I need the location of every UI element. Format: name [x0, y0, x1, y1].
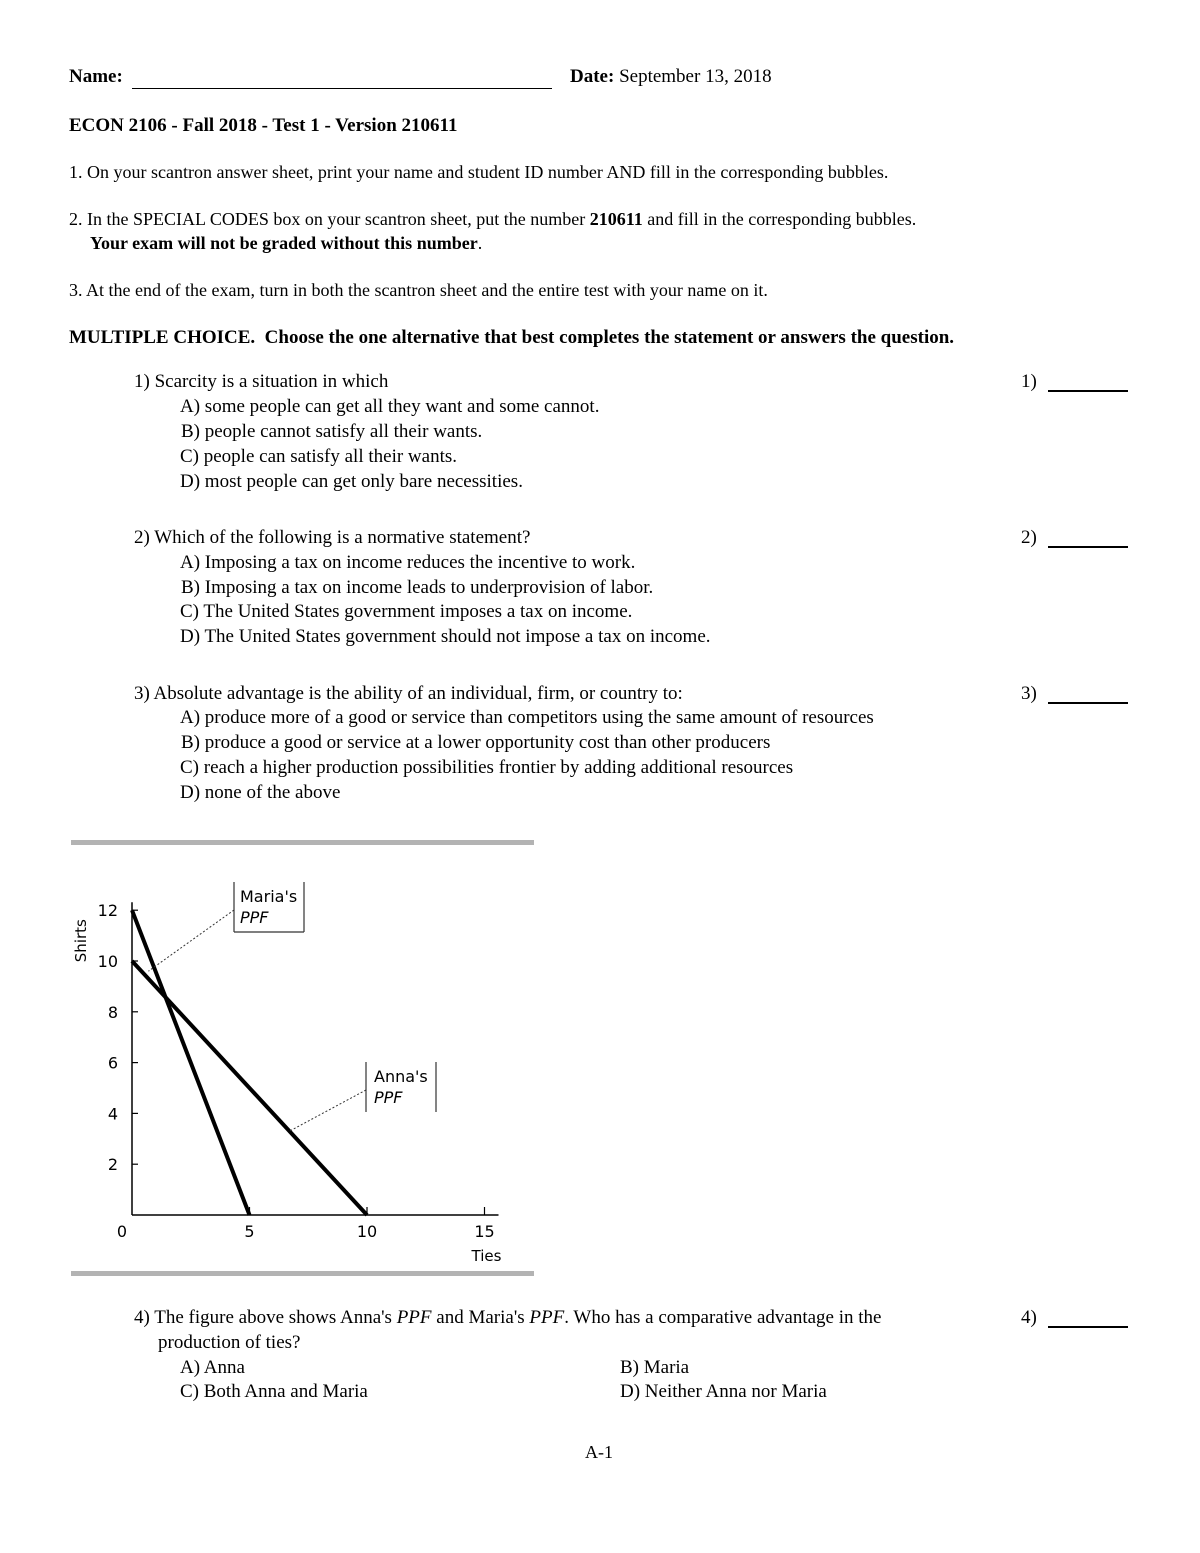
- question-3-answer-blank[interactable]: [1048, 686, 1128, 704]
- instruction-3: 3. At the end of the exam, turn in both the scantron sheet and the entire test with your name on it.: [69, 280, 768, 300]
- y-axis-label: Shirts: [72, 919, 90, 963]
- question-4-stem: 4) The figure above shows Anna's PPF and Maria's PPF. Who has a comparative advantage in the: [134, 1307, 882, 1328]
- chart-top-bar: [71, 840, 534, 845]
- x-tick-label: 5: [244, 1222, 255, 1241]
- x-axis-label: Ties: [471, 1247, 502, 1265]
- date-value: September 13, 2018: [619, 66, 772, 87]
- instruction-2: 2. In the SPECIAL CODES box on your scantron sheet, put the number 210611 and fill in the corresponding bubbles.: [69, 209, 917, 229]
- question-2-option-d: D) The United States government should not impose a tax on income.: [180, 626, 711, 647]
- name-label: Name:: [69, 66, 123, 87]
- question-1-option-b: B) people cannot satisfy all their wants.: [181, 421, 483, 442]
- question-3-option-c: C) reach a higher production possibilities frontier by adding additional resources: [180, 757, 794, 778]
- y-tick-label: 2: [107, 1155, 118, 1175]
- x-tick-label: 0: [116, 1222, 128, 1241]
- y-tick-label: 4: [107, 1104, 118, 1124]
- instruction-2-warning: Your exam will not be graded without this number.: [90, 233, 483, 253]
- maria-label-ppf: PPF: [240, 908, 269, 927]
- question-1-answer-blank[interactable]: [1048, 374, 1128, 392]
- question-4-option-a: A) Anna: [180, 1357, 245, 1378]
- maria-label-name: Maria's: [240, 887, 298, 906]
- question-2-number: 2): [1021, 527, 1037, 548]
- instruction-1: 1. On your scantron answer sheet, print your name and student ID number AND fill in the corresponding bubbles.: [69, 162, 889, 182]
- y-tick-label: 10: [97, 952, 118, 971]
- question-4-option-c: C) Both Anna and Maria: [180, 1381, 368, 1402]
- special-code: 210611: [589, 209, 643, 229]
- question-3-option-d: D) none of the above: [180, 782, 341, 803]
- question-1-option-a: A) some people can get all they want and some cannot.: [180, 396, 600, 417]
- question-2-option-c: C) The United States government imposes a tax on income.: [180, 601, 633, 622]
- question-2-option-b: B) Imposing a tax on income leads to underprovision of labor.: [181, 577, 654, 598]
- question-2-answer-blank[interactable]: [1048, 530, 1128, 548]
- question-3-option-a: A) produce more of a good or service than competitors using the same amount of resources: [180, 707, 874, 728]
- anna-label-leader: [289, 1090, 366, 1131]
- question-3-option-b: B) produce a good or service at a lower opportunity cost than other producers: [181, 732, 771, 753]
- page-number: A-1: [585, 1442, 613, 1462]
- name-blank: [132, 66, 552, 89]
- y-tick-label: 8: [107, 1002, 118, 1022]
- name-row: [69, 66, 552, 89]
- question-1-option-d: D) most people can get only bare necessities.: [180, 471, 523, 492]
- y-tick-label: 6: [107, 1053, 118, 1073]
- y-tick-label: 12: [97, 901, 118, 921]
- ppf-line-anna: [132, 961, 367, 1215]
- date-row: [570, 66, 772, 88]
- question-2-option-a: A) Imposing a tax on income reduces the incentive to work.: [180, 552, 636, 573]
- question-4-stem-line2: production of ties?: [158, 1332, 301, 1353]
- question-2-stem: 2) Which of the following is a normative statement?: [134, 527, 531, 548]
- question-1-stem: 1) Scarcity is a situation in which: [134, 371, 389, 392]
- question-3-stem: 3) Absolute advantage is the ability of an individual, firm, or country to:: [134, 683, 683, 704]
- section-heading: MULTIPLE CHOICE. Choose the one alternative that best completes the statement or answers the question.: [69, 327, 955, 348]
- anna-label-name: Anna's: [374, 1067, 428, 1086]
- question-1-option-c: C) people can satisfy all their wants.: [180, 446, 458, 467]
- question-4-answer-blank[interactable]: [1048, 1310, 1128, 1328]
- ppf-line-maria: [132, 910, 250, 1215]
- question-4-option-b: B) Maria: [620, 1357, 690, 1378]
- maria-label-leader: [148, 910, 234, 971]
- x-tick-label: 10: [356, 1222, 378, 1241]
- question-4-option-d: D) Neither Anna nor Maria: [620, 1381, 827, 1402]
- question-3-number: 3): [1021, 683, 1037, 704]
- chart-bottom-bar: [71, 1271, 534, 1276]
- x-tick-label: 15: [474, 1222, 495, 1241]
- date-label: Date:: [570, 66, 615, 87]
- question-4-number: 4): [1021, 1307, 1037, 1328]
- anna-label-ppf: PPF: [374, 1088, 403, 1107]
- question-1-number: 1): [1021, 371, 1037, 392]
- ppf-chart: [68, 838, 538, 1278]
- exam-title: ECON 2106 - Fall 2018 - Test 1 - Version 210611: [69, 115, 458, 136]
